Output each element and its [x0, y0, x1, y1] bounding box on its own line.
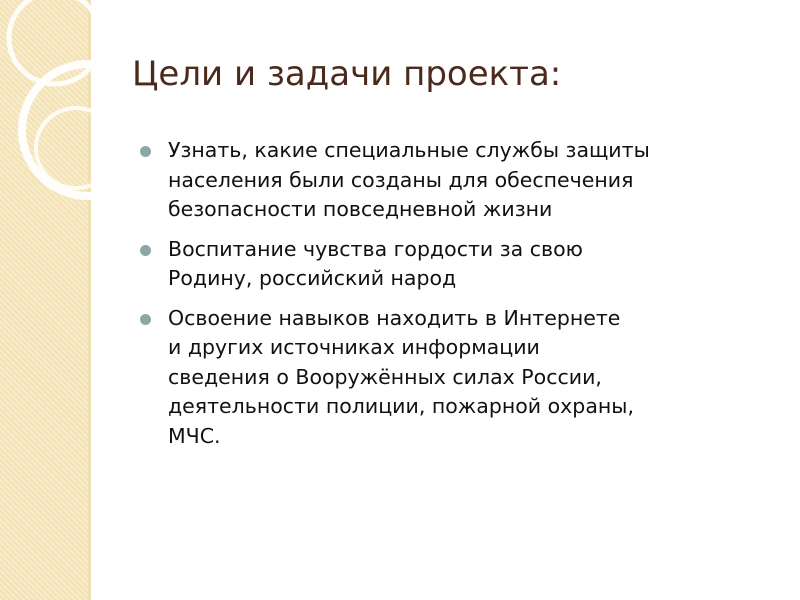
- bullet-item: [140, 235, 780, 294]
- round-bullet-icon: [140, 245, 151, 256]
- bullet-list: [140, 136, 780, 461]
- bullet-text: Освоение навыков находить в Интернете и других источниках информации сведения о Вооружённых силах России, деятельности полиции, пожарной охраны, МЧС.: [168, 305, 634, 448]
- bullet-text: Воспитание чувства гордости за свою Родину, российский народ: [168, 236, 583, 290]
- round-bullet-icon: [140, 314, 151, 325]
- slide-title: Цели и задачи проекта:: [132, 54, 562, 94]
- decorative-rings-icon: [0, 0, 130, 260]
- bullet-item: [140, 304, 780, 452]
- round-bullet-icon: [140, 146, 151, 157]
- bullet-item: [140, 136, 780, 225]
- bullet-text: Узнать, какие специальные службы защиты населения были созданы для обеспечения безопасности повседневной жизни: [168, 138, 650, 221]
